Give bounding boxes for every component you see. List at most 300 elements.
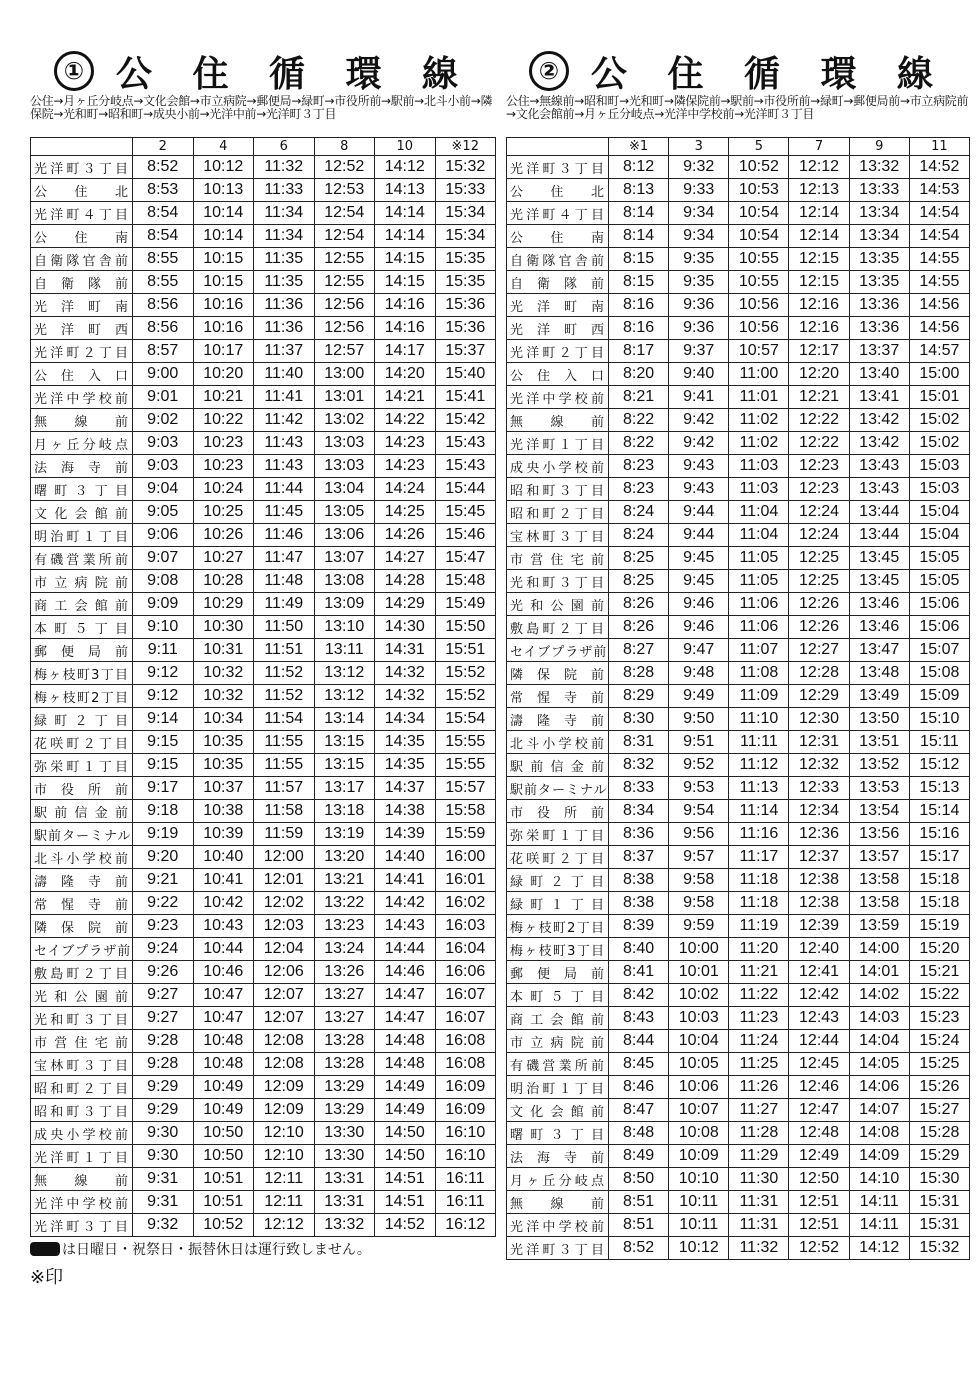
departure-time: 10:27 [193,547,254,570]
stop-name: 光和公園前 [507,593,609,616]
table-row [507,409,970,432]
stop-name: 有磯営業所前 [31,547,133,570]
departure-time: 9:59 [669,915,729,938]
departure-time: 15:58 [435,800,496,823]
departure-time: 8:38 [609,892,669,915]
departure-time: 14:16 [375,317,436,340]
departure-time: 13:49 [849,685,909,708]
stop-name: 光和公園前 [31,984,133,1007]
departure-time: 15:41 [435,386,496,409]
departure-time: 13:31 [314,1191,375,1214]
departure-time: 15:35 [435,271,496,294]
departure-time: 13:19 [314,823,375,846]
departure-time: 9:40 [669,363,729,386]
departure-time: 9:42 [669,432,729,455]
departure-time: 11:05 [729,570,789,593]
departure-time: 15:08 [909,662,969,685]
table-row [507,1007,970,1030]
table-row [507,869,970,892]
stop-name: 常惺寺前 [507,685,609,708]
departure-time: 8:25 [609,547,669,570]
departure-time: 15:36 [435,317,496,340]
departure-time: 14:47 [375,984,436,1007]
departure-time: 15:09 [909,685,969,708]
departure-time: 10:23 [193,432,254,455]
departure-time: 9:06 [133,524,194,547]
departure-time: 12:07 [254,984,315,1007]
departure-time: 10:10 [669,1168,729,1191]
departure-time: 9:34 [669,202,729,225]
table-row [507,754,970,777]
departure-time: 9:36 [669,294,729,317]
departure-time: 9:43 [669,478,729,501]
stop-name: 郵便局前 [507,961,609,984]
departure-time: 11:22 [729,984,789,1007]
table-row [507,800,970,823]
departure-time: 14:03 [849,1007,909,1030]
departure-time: 14:47 [375,1007,436,1030]
departure-time: 8:14 [609,225,669,248]
departure-time: 9:14 [133,708,194,731]
departure-time: 9:43 [669,455,729,478]
table-row [507,1099,970,1122]
stop-name: 駅前ターミナル [507,777,609,800]
departure-time: 13:44 [849,501,909,524]
stop-name: 公住入口 [31,363,133,386]
departure-time: 11:21 [729,961,789,984]
departure-time: 14:34 [375,708,436,731]
departure-time: 10:32 [193,685,254,708]
table-row [31,478,496,501]
departure-time: 13:10 [314,616,375,639]
departure-time: 10:47 [193,1007,254,1030]
table-row [507,915,970,938]
departure-time: 11:20 [729,938,789,961]
departure-time: 9:32 [133,1214,194,1237]
departure-time: 15:06 [909,593,969,616]
stop-name: 郵便局前 [31,639,133,662]
departure-time: 12:21 [789,386,849,409]
departure-time: 15:07 [909,639,969,662]
header-trip-number: ※12 [435,138,496,156]
departure-time: 14:50 [375,1145,436,1168]
departure-time: 13:20 [314,846,375,869]
departure-time: 13:41 [849,386,909,409]
header-trip-number: 9 [849,138,909,156]
table-row [31,202,496,225]
stop-name: 法海寺前 [31,455,133,478]
stop-name: 梅ヶ枝町3丁目 [507,938,609,961]
route-2-panel [506,50,970,1260]
departure-time: 9:42 [669,409,729,432]
departure-time: 11:34 [254,202,315,225]
departure-time: 13:59 [849,915,909,938]
table-row [31,547,496,570]
departure-time: 11:41 [254,386,315,409]
departure-time: 9:10 [133,616,194,639]
departure-time: 15:21 [909,961,969,984]
departure-time: 13:14 [314,708,375,731]
departure-time: 12:12 [789,156,849,179]
stop-name: 有磯営業所前 [507,1053,609,1076]
departure-time: 15:44 [435,478,496,501]
stop-name: 文化会館前 [507,1099,609,1122]
stop-name: 光洋町３丁目 [507,1237,609,1260]
departure-time: 13:42 [849,432,909,455]
table-row [31,317,496,340]
departure-time: 13:12 [314,685,375,708]
departure-time: 11:32 [254,156,315,179]
departure-time: 9:05 [133,501,194,524]
departure-time: 8:45 [609,1053,669,1076]
header-trip-number: 7 [789,138,849,156]
departure-time: 10:34 [193,708,254,731]
departure-time: 14:27 [375,547,436,570]
departure-time: 10:39 [193,823,254,846]
table-row [31,777,496,800]
departure-time: 13:26 [314,961,375,984]
departure-time: 15:47 [435,547,496,570]
departure-time: 8:26 [609,616,669,639]
departure-time: 10:28 [193,570,254,593]
header-trip-number: 8 [314,138,375,156]
departure-time: 11:01 [729,386,789,409]
departure-time: 10:40 [193,846,254,869]
departure-time: 14:23 [375,432,436,455]
departure-time: 9:30 [133,1145,194,1168]
departure-time: 11:55 [254,731,315,754]
departure-time: 13:03 [314,432,375,455]
departure-time: 11:46 [254,524,315,547]
departure-time: 14:40 [375,846,436,869]
departure-time: 11:40 [254,363,315,386]
stop-name: 北斗小学校前 [507,731,609,754]
departure-time: 16:00 [435,846,496,869]
stop-name: 敷島町２丁目 [507,616,609,639]
departure-time: 10:07 [669,1099,729,1122]
stop-name: 昭和町２丁目 [31,1076,133,1099]
departure-time: 10:03 [669,1007,729,1030]
departure-time: 13:27 [314,1007,375,1030]
table-row [507,1030,970,1053]
table-row [507,1214,970,1237]
departure-time: 9:46 [669,593,729,616]
table-row [507,294,970,317]
departure-time: 10:17 [193,340,254,363]
stop-name: 明治町１丁目 [31,524,133,547]
departure-time: 12:02 [254,892,315,915]
departure-time: 13:57 [849,846,909,869]
departure-time: 9:49 [669,685,729,708]
table-row [507,225,970,248]
departure-time: 15:42 [435,409,496,432]
departure-time: 15:33 [435,179,496,202]
table-row [507,984,970,1007]
footnote-holiday-text: は日曜日・祝祭日・振替休日は運行致しません。 [62,1242,371,1258]
departure-time: 15:03 [909,455,969,478]
header-trip-number: ※1 [609,138,669,156]
departure-time: 13:58 [849,869,909,892]
departure-time: 16:08 [435,1053,496,1076]
departure-time: 15:46 [435,524,496,547]
header-trip-number: 10 [375,138,436,156]
departure-time: 8:37 [609,846,669,869]
departure-time: 14:51 [375,1168,436,1191]
departure-time: 14:11 [849,1191,909,1214]
table-row [507,248,970,271]
departure-time: 11:10 [729,708,789,731]
departure-time: 10:57 [729,340,789,363]
departure-time: 14:10 [849,1168,909,1191]
departure-time: 15:32 [435,156,496,179]
departure-time: 13:45 [849,570,909,593]
stop-name: 光洋町１丁目 [507,432,609,455]
departure-time: 9:00 [133,363,194,386]
departure-time: 8:12 [609,156,669,179]
departure-time: 13:30 [314,1122,375,1145]
table-row [507,616,970,639]
departure-time: 12:31 [789,731,849,754]
departure-time: 13:03 [314,455,375,478]
departure-time: 10:51 [193,1191,254,1214]
departure-time: 10:43 [193,915,254,938]
departure-time: 16:07 [435,984,496,1007]
route-1-timetable [30,137,496,1237]
departure-time: 14:05 [849,1053,909,1076]
departure-time: 8:34 [609,800,669,823]
departure-time: 16:08 [435,1030,496,1053]
departure-time: 14:57 [909,340,969,363]
stop-name: 隣保院前 [31,915,133,938]
table-row [507,1076,970,1099]
departure-time: 13:09 [314,593,375,616]
stop-name: 花咲町２丁目 [31,731,133,754]
departure-time: 14:35 [375,754,436,777]
departure-time: 10:23 [193,455,254,478]
stop-name: 公住北 [507,179,609,202]
departure-time: 10:56 [729,294,789,317]
departure-time: 13:17 [314,777,375,800]
departure-time: 13:15 [314,754,375,777]
departure-time: 8:56 [133,317,194,340]
departure-time: 12:14 [789,225,849,248]
table-row [507,363,970,386]
stop-name: 駅前信金前 [507,754,609,777]
header-trip-number: 4 [193,138,254,156]
header-trip-number: 11 [909,138,969,156]
departure-time: 10:46 [193,961,254,984]
departure-time: 10:25 [193,501,254,524]
departure-time: 9:12 [133,662,194,685]
table-row [31,409,496,432]
departure-time: 12:47 [789,1099,849,1122]
departure-time: 8:30 [609,708,669,731]
departure-time: 14:52 [375,1214,436,1237]
departure-time: 13:40 [849,363,909,386]
departure-time: 10:49 [193,1076,254,1099]
stop-name: 曙町３丁目 [507,1122,609,1145]
stop-name: 市役所前 [31,777,133,800]
departure-time: 10:05 [669,1053,729,1076]
departure-time: 9:23 [133,915,194,938]
departure-time: 11:06 [729,593,789,616]
departure-time: 8:21 [609,386,669,409]
stop-name: 本町５丁目 [507,984,609,1007]
departure-time: 13:32 [314,1214,375,1237]
departure-time: 12:46 [789,1076,849,1099]
table-row [507,731,970,754]
departure-time: 11:14 [729,800,789,823]
departure-time: 10:37 [193,777,254,800]
departure-time: 13:01 [314,386,375,409]
departure-time: 10:55 [729,248,789,271]
stop-name: 自衛隊官舎前 [507,248,609,271]
table-row [31,616,496,639]
departure-time: 15:05 [909,547,969,570]
departure-time: 12:49 [789,1145,849,1168]
departure-time: 13:07 [314,547,375,570]
stop-name: 公住南 [31,225,133,248]
stop-name: 公住南 [507,225,609,248]
departure-time: 8:33 [609,777,669,800]
departure-time: 8:54 [133,225,194,248]
departure-time: 10:21 [193,386,254,409]
departure-time: 9:45 [669,547,729,570]
departure-time: 13:18 [314,800,375,823]
departure-time: 15:31 [909,1191,969,1214]
departure-time: 8:52 [609,1237,669,1260]
departure-time: 10:29 [193,593,254,616]
departure-time: 9:51 [669,731,729,754]
departure-time: 15:54 [435,708,496,731]
departure-time: 15:32 [909,1237,969,1260]
departure-time: 11:03 [729,455,789,478]
stop-name: 昭和町３丁目 [31,1099,133,1122]
departure-time: 14:41 [375,869,436,892]
departure-time: 15:23 [909,1007,969,1030]
departure-time: 9:50 [669,708,729,731]
departure-time: 13:46 [849,616,909,639]
departure-time: 13:36 [849,294,909,317]
departure-time: 8:55 [133,248,194,271]
departure-time: 14:46 [375,961,436,984]
departure-time: 9:44 [669,501,729,524]
stop-name: 光洋町南 [507,294,609,317]
departure-time: 11:52 [254,685,315,708]
stop-name: 緑町１丁目 [507,892,609,915]
departure-time: 9:04 [133,478,194,501]
departure-time: 8:23 [609,478,669,501]
departure-time: 14:13 [375,179,436,202]
departure-time: 11:52 [254,662,315,685]
departure-time: 10:12 [669,1237,729,1260]
departure-time: 9:32 [669,156,729,179]
table-row [31,846,496,869]
departure-time: 12:25 [789,547,849,570]
departure-time: 11:42 [254,409,315,432]
stop-name: 光洋町３丁目 [507,156,609,179]
departure-time: 12:11 [254,1191,315,1214]
departure-time: 8:26 [609,593,669,616]
departure-time: 11:23 [729,1007,789,1030]
stop-name: 隣保院前 [507,662,609,685]
route-1-stops-summary: 公住→月ヶ丘分岐点→文化会館→市立病院→郵便局→緑町→市役所前→駅前→北斗小前→隣保院→光和町→昭和町→成央小前→光洋中前→光洋町３丁目 [30,94,493,121]
departure-time: 12:26 [789,593,849,616]
departure-time: 15:22 [909,984,969,1007]
departure-time: 9:27 [133,984,194,1007]
departure-time: 12:39 [789,915,849,938]
departure-time: 15:52 [435,662,496,685]
departure-time: 12:51 [789,1191,849,1214]
departure-time: 12:00 [254,846,315,869]
departure-time: 12:52 [789,1237,849,1260]
departure-time: 14:01 [849,961,909,984]
departure-time: 8:22 [609,432,669,455]
departure-time: 13:58 [849,892,909,915]
departure-time: 10:22 [193,409,254,432]
departure-time: 9:37 [669,340,729,363]
departure-time: 16:11 [435,1191,496,1214]
departure-time: 14:21 [375,386,436,409]
departure-time: 11:44 [254,478,315,501]
departure-time: 13:15 [314,731,375,754]
departure-time: 12:28 [789,662,849,685]
table-row [31,1053,496,1076]
departure-time: 11:16 [729,823,789,846]
departure-time: 13:28 [314,1030,375,1053]
departure-time: 11:45 [254,501,315,524]
departure-time: 12:09 [254,1076,315,1099]
departure-time: 13:24 [314,938,375,961]
departure-time: 8:41 [609,961,669,984]
departure-time: 12:13 [789,179,849,202]
departure-time: 16:09 [435,1076,496,1099]
departure-time: 13:37 [849,340,909,363]
departure-time: 13:50 [849,708,909,731]
departure-time: 8:40 [609,938,669,961]
departure-time: 10:54 [729,202,789,225]
departure-time: 15:06 [909,616,969,639]
departure-time: 15:48 [435,570,496,593]
departure-time: 15:52 [435,685,496,708]
departure-time: 11:32 [729,1237,789,1260]
departure-time: 13:28 [314,1053,375,1076]
departure-time: 8:36 [609,823,669,846]
departure-time: 9:18 [133,800,194,823]
departure-time: 11:50 [254,616,315,639]
departure-time: 14:24 [375,478,436,501]
departure-time: 14:04 [849,1030,909,1053]
departure-time: 14:52 [909,156,969,179]
route-2-header-row [507,138,970,156]
departure-time: 8:20 [609,363,669,386]
departure-time: 12:55 [314,271,375,294]
departure-time: 8:23 [609,455,669,478]
departure-time: 12:16 [789,317,849,340]
departure-time: 14:44 [375,938,436,961]
departure-time: 10:32 [193,662,254,685]
departure-time: 12:10 [254,1122,315,1145]
departure-time: 11:33 [254,179,315,202]
departure-time: 9:27 [133,1007,194,1030]
route-1-title [30,50,496,95]
departure-time: 15:02 [909,409,969,432]
departure-time: 11:03 [729,478,789,501]
header-corner [507,138,609,156]
departure-time: 16:11 [435,1168,496,1191]
departure-time: 15:03 [909,478,969,501]
departure-time: 10:14 [193,202,254,225]
